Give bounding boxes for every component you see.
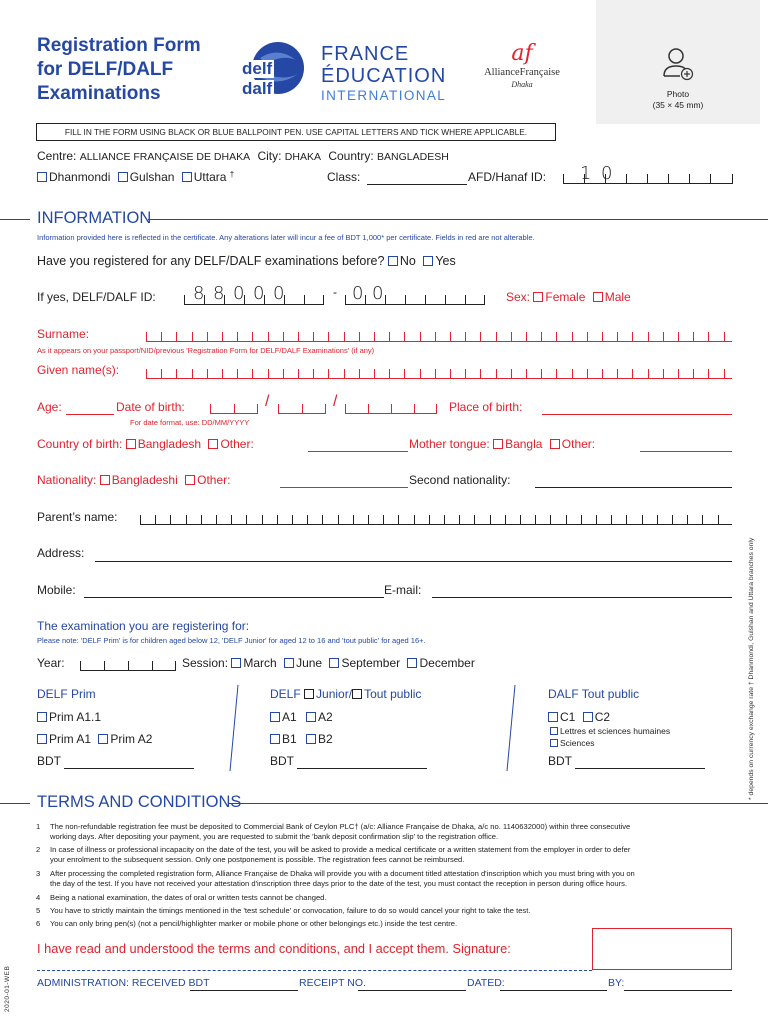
prim-bdt-field[interactable] [64, 768, 194, 769]
prev-id-digit: 0 [233, 283, 246, 304]
checkbox[interactable] [306, 734, 316, 744]
admin-received-field[interactable] [190, 990, 298, 991]
mt-other[interactable]: Other: [550, 437, 595, 451]
dob-label: Date of birth: [116, 400, 185, 414]
sex-label: Sex: [506, 290, 531, 304]
parent-label: Parent’s name: [37, 510, 118, 524]
opt-yes[interactable]: Yes [423, 254, 455, 268]
country-label: Country: [328, 149, 374, 163]
side-note: * depends on currency exchange rate † Dhanmondi, Gulshan and Uttara branches only [748, 537, 755, 800]
opt-no[interactable]: No [388, 254, 416, 268]
term-text: In case of illness or professional incapacity on the date of the test, you will be asked to provide a medical certificate or a written statement from the employer in order to defer [50, 845, 631, 854]
admin-receipt: RECEIPT NO. [299, 977, 366, 989]
af-city: Dhaka [511, 80, 533, 89]
dob-day[interactable] [210, 402, 258, 414]
dalf-sub-sciences[interactable]: Sciences [550, 738, 595, 748]
dalf-c1[interactable]: C1 [548, 710, 575, 724]
delf-b1[interactable]: B1 [270, 732, 297, 746]
user-add-icon [658, 44, 698, 84]
afd-digit-1: 1 [580, 163, 593, 184]
dalf-sub-lettres[interactable]: Lettres et sciences humaines [550, 726, 670, 736]
checkbox[interactable] [550, 727, 558, 735]
section-rule [229, 803, 768, 804]
delf-heading-text: DELF [270, 687, 301, 701]
admin-dated: DATED: [467, 977, 505, 989]
signature-box[interactable] [592, 928, 732, 970]
doc-code: 2020-01-WEB [4, 965, 11, 1012]
prim-a11[interactable]: Prim A1.1 [37, 710, 101, 724]
checkbox[interactable] [284, 658, 294, 668]
prim-a1[interactable]: Prim A1 [37, 732, 91, 746]
checkbox[interactable] [533, 292, 543, 302]
delf-tout-public[interactable]: Tout public [352, 687, 421, 701]
term-text: the day of the test. If you have not received your attestation d'inscription three days prior to the date of the test, you must contact the reception in person during office hours. [50, 878, 628, 888]
af-logo [472, 42, 572, 91]
sex-row [506, 290, 631, 304]
term-text: You can only bring pen(s) (not a pencil/highlighter marker or mobile phone or other belongings etc.) inside the test centre. [50, 919, 458, 928]
checkbox[interactable] [550, 739, 558, 747]
branch-dhanmondi[interactable]: Dhanmondi [37, 170, 110, 184]
checkbox[interactable] [423, 256, 433, 266]
mt-bangla[interactable]: Bangla [493, 437, 542, 451]
section-rule [0, 219, 30, 220]
term-text: You have to strictly maintain the timings mentioned in the 'test schedule' or convocation, failure to do so would cancel your right to take the test. [50, 906, 531, 915]
dob-month[interactable] [278, 402, 326, 414]
af-mark: af [511, 41, 533, 66]
age-label: Age: [37, 400, 62, 414]
checkbox[interactable] [37, 712, 47, 722]
cob-bangladesh[interactable]: Bangladesh [126, 437, 201, 451]
year-label: Year: [37, 656, 65, 670]
surname-label: Surname: [37, 327, 90, 341]
country-value: BANGLADESH [377, 151, 449, 163]
checkbox[interactable] [270, 712, 280, 722]
checkbox[interactable] [407, 658, 417, 668]
delf-a1[interactable]: A1 [270, 710, 297, 724]
term-number: 4 [36, 893, 41, 902]
delf-junior[interactable]: Junior/ [304, 687, 352, 701]
dob-sep-1: / [265, 393, 270, 410]
given-name-label: Given name(s): [37, 363, 120, 377]
dalf-heading: DALF Tout public [548, 687, 640, 701]
mt-label: Mother tongue: [409, 437, 490, 451]
terms-heading: TERMS AND CONDITIONS [37, 793, 242, 811]
term-text: Being a national examination, the dates of oral or written tests cannot be changed. [50, 893, 327, 902]
mobile-field[interactable] [84, 597, 384, 598]
checkbox[interactable] [329, 658, 339, 668]
nat-row [37, 473, 230, 487]
prev-id-digit: 8 [193, 283, 206, 304]
prim-bdt-label: BDT [37, 754, 61, 768]
address-label: Address: [37, 546, 85, 560]
form-title [37, 34, 201, 106]
checkbox[interactable] [37, 734, 47, 744]
exam-note: Please note: 'DELF Prim' is for children aged below 12, 'DELF Junior' for aged 12 to 16 and 'tout public' for aged 16+. [37, 636, 426, 645]
accept-statement: I have read and understood the terms and conditions, and I accept them. Signature: [37, 941, 511, 956]
dob-sep-2: / [333, 393, 338, 410]
checkbox[interactable] [208, 439, 218, 449]
branch-row [37, 170, 234, 184]
session-row [182, 656, 475, 670]
photo-box[interactable] [596, 0, 760, 124]
instruction-box [36, 123, 556, 141]
delf-row-1 [270, 710, 333, 724]
delf-bdt-field[interactable] [297, 768, 427, 769]
term-2 [36, 845, 630, 864]
second-nat-label: Second nationality: [409, 473, 511, 487]
delf-b2[interactable]: B2 [306, 732, 333, 746]
checkbox[interactable] [231, 658, 241, 668]
centre-value: ALLIANCE FRANÇAISE DE DHAKA [79, 151, 251, 163]
term-number: 6 [36, 919, 41, 928]
photo-label: Photo [666, 89, 690, 99]
email-field[interactable] [432, 597, 732, 598]
branch-dagger: † [229, 170, 235, 179]
exam-heading: The examination you are registering for: [37, 619, 250, 633]
prev-id-field-2[interactable] [345, 293, 485, 305]
prev-id-label: If yes, DELF/DALF ID: [37, 290, 156, 304]
afd-label: AFD/Hanaf ID: [468, 170, 547, 184]
prev-id-digit: 0 [372, 283, 385, 304]
term-text: After processing the completed registration form, Alliance Française de Dhaka will provide you with a document titled attestation d'inscription which you must bring with you on [50, 869, 635, 878]
mt-other-field[interactable] [640, 451, 732, 452]
checkbox[interactable] [100, 475, 110, 485]
prim-heading: DELF Prim [37, 687, 96, 701]
cob-other-field[interactable] [308, 451, 408, 452]
term-number: 2 [36, 845, 41, 854]
branch-gulshan[interactable]: Gulshan [118, 170, 175, 184]
section-rule [148, 219, 768, 220]
fei-logo [321, 43, 446, 105]
checkbox[interactable] [37, 172, 47, 182]
mobile-label: Mobile: [37, 583, 76, 597]
admin-dated-field[interactable] [500, 990, 607, 991]
dalf-bdt-label: BDT [548, 754, 572, 768]
dalf-bdt-field[interactable] [575, 768, 705, 769]
term-1 [36, 822, 630, 841]
admin-by-field[interactable] [624, 990, 732, 991]
section-rule [0, 803, 30, 804]
dob-year[interactable] [345, 402, 437, 414]
delf-row-2 [270, 732, 333, 746]
session-march[interactable]: March [231, 656, 276, 670]
dalf-row-1 [548, 710, 610, 724]
given-name-field[interactable] [146, 367, 732, 379]
afd-digit-2: 0 [601, 163, 614, 184]
term-number: 3 [36, 869, 41, 878]
registered-question-text: Have you registered for any DELF/DALF examinations before? [37, 254, 385, 268]
information-heading: INFORMATION [37, 209, 152, 227]
checkbox[interactable] [118, 172, 128, 182]
title-line-3: Examinations [37, 83, 161, 104]
delf-heading [270, 687, 421, 701]
checkbox[interactable] [306, 712, 316, 722]
city-label: City: [257, 149, 282, 163]
delf-dalf-logo [238, 40, 308, 104]
prim-a2[interactable]: Prim A2 [98, 732, 152, 746]
prev-id-digit: 0 [352, 283, 365, 304]
sex-male[interactable]: Male [593, 290, 631, 304]
second-nat-field[interactable] [535, 487, 732, 488]
checkbox[interactable] [126, 439, 136, 449]
term-4 [36, 893, 327, 903]
dalf-c2[interactable]: C2 [583, 710, 610, 724]
term-text: The non-refundable registration fee must be deposited to Commercial Bank of Ceylon PLC† (a/c: Alliance Française de Dhaka, a/c no. 1140632000) within three consecutive [50, 822, 631, 831]
centre-label: Centre: [37, 149, 77, 163]
checkbox[interactable] [270, 734, 280, 744]
address-field[interactable] [95, 561, 732, 562]
checkbox[interactable] [548, 712, 558, 722]
pob-field[interactable] [542, 414, 732, 415]
admin-by: BY: [608, 977, 625, 989]
nat-bangladeshi[interactable]: Bangladeshi [100, 473, 178, 487]
sex-female[interactable]: Female [533, 290, 585, 304]
age-field[interactable] [66, 414, 114, 415]
nat-label: Nationality: [37, 473, 97, 487]
photo-size: (35 × 45 mm) [652, 100, 704, 110]
parent-field[interactable] [140, 513, 732, 525]
checkbox[interactable] [388, 256, 398, 266]
checkbox[interactable] [98, 734, 108, 744]
delf-logo-text: delf [242, 59, 273, 78]
term-number: 5 [36, 906, 41, 915]
centre-row [37, 149, 449, 163]
prev-id-digit: 0 [273, 283, 286, 304]
mt-row [409, 437, 595, 451]
cob-row [37, 437, 254, 451]
prev-id-sep: - [333, 285, 337, 299]
delf-bdt-label: BDT [270, 754, 294, 768]
email-label: E-mail: [384, 583, 422, 597]
information-note: Information provided here is reflected in the certificate. Any alterations later will incur a fee of BDT 1,000* per certificate. Fields in red are not alterable. [37, 233, 535, 242]
title-line-1: Registration Form [37, 35, 201, 56]
checkbox[interactable] [304, 689, 314, 699]
admin-received: ADMINISTRATION: RECEIVED BDT [37, 977, 210, 989]
term-text: your enrolment to the subsequent session. Only one postponement is possible. The registration fees cannot be reimbursed. [50, 854, 465, 864]
fei-line-3: INTERNATIONAL [321, 88, 447, 103]
prev-id-digit: 0 [253, 283, 266, 304]
term-text: working days. After depositing your payment, you are requested to submit the 'bank deposit confirmation slip' to the registration office. [50, 831, 499, 841]
branch-uttara[interactable]: Uttara [182, 170, 227, 184]
checkbox[interactable] [593, 292, 603, 302]
fei-line-1: FRANCE [321, 43, 410, 65]
surname-field[interactable] [146, 330, 732, 342]
city-value: DHAKA [284, 151, 321, 163]
year-field[interactable] [80, 659, 176, 671]
class-field[interactable] [367, 184, 467, 185]
admin-divider [37, 970, 592, 971]
delf-a2[interactable]: A2 [306, 710, 333, 724]
checkbox[interactable] [493, 439, 503, 449]
admin-receipt-field[interactable] [358, 990, 466, 991]
cob-label: Country of birth: [37, 437, 123, 451]
dalf-logo-text: dalf [242, 79, 273, 98]
title-line-2: for DELF/DALF [37, 59, 174, 80]
fei-line-2: ÉDUCATION [321, 65, 447, 87]
dob-note: For date format, use: DD/MM/YYYY [130, 418, 250, 427]
pob-label: Place of birth: [449, 400, 523, 414]
prev-id-digit: 8 [213, 283, 226, 304]
checkbox[interactable] [550, 439, 560, 449]
term-number: 1 [36, 822, 41, 831]
checkbox[interactable] [182, 172, 192, 182]
term-5 [36, 906, 530, 916]
surname-note: As it appears on your passport/NID/previous 'Registration Form for DELF/DALF Examinations' (if any) [37, 346, 375, 355]
registered-question [37, 254, 456, 268]
session-december[interactable]: December [407, 656, 474, 670]
af-name: AllianceFrançaise [484, 67, 560, 78]
session-label: Session: [182, 656, 229, 670]
cob-other[interactable]: Other: [208, 437, 253, 451]
session-september[interactable]: September [329, 656, 400, 670]
checkbox[interactable] [185, 475, 195, 485]
session-june[interactable]: June [284, 656, 322, 670]
nat-other-field[interactable] [280, 487, 408, 488]
term-3 [36, 869, 635, 888]
checkbox[interactable] [352, 689, 362, 699]
checkbox[interactable] [583, 712, 593, 722]
class-label: Class: [327, 170, 361, 184]
term-6 [36, 919, 457, 929]
nat-other[interactable]: Other: [185, 473, 230, 487]
instruction-text: FILL IN THE FORM USING BLACK OR BLUE BALLPOINT PEN. USE CAPITAL LETTERS AND TICK WHERE APPLICABLE. [64, 127, 528, 137]
prim-row-2 [37, 732, 152, 746]
